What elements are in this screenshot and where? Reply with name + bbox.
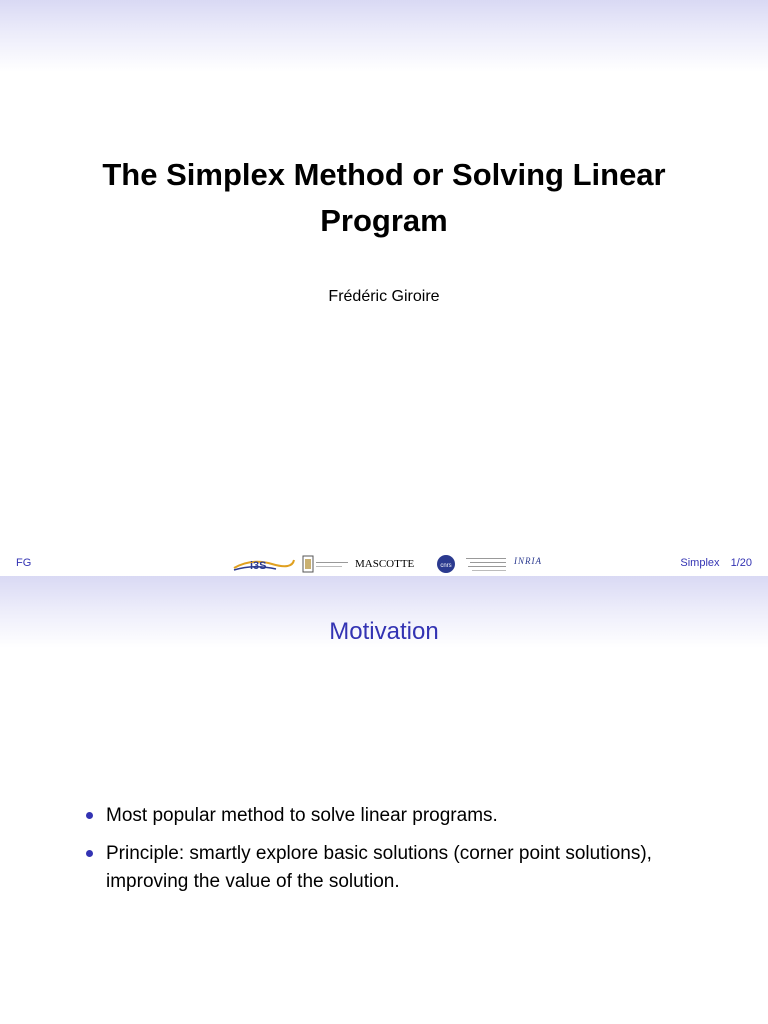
- page-number: 1/20: [730, 557, 752, 569]
- header-band: [0, 0, 768, 72]
- i3s-logo-text: i3S: [250, 560, 267, 572]
- presentation-title: The Simplex Method or Solving Linear Program: [102, 157, 666, 238]
- i3s-logo-icon: [232, 554, 296, 574]
- slide-footer: [0, 552, 768, 576]
- slide-motivation: [0, 576, 768, 1024]
- bullet-item: [84, 802, 724, 830]
- bullet-list: [84, 802, 724, 906]
- inria-seal-icon: [464, 554, 510, 574]
- bullet-text: Principle: smartly explore basic solutions (corner point solutions), improving the value of the solution.: [106, 843, 652, 892]
- bullet-text: Most popular method to solve linear programs.: [106, 805, 498, 826]
- author-name: Frédéric Giroire: [328, 288, 440, 305]
- cnrs-logo-text: cnrs: [440, 563, 452, 569]
- mascotte-logo: MASCOTTE: [355, 558, 415, 570]
- bullet-icon: [86, 850, 93, 857]
- cnrs-logo-icon: [436, 554, 456, 574]
- bullet-item: [84, 840, 724, 896]
- bullet-icon: [86, 812, 93, 819]
- university-logo-icon: [302, 554, 350, 574]
- footer-short-title: Simplex: [680, 557, 720, 569]
- frame-title: Motivation: [329, 618, 439, 645]
- footer-author-initials: FG: [16, 557, 32, 569]
- footer-right: [680, 557, 752, 569]
- inria-logo: INRIA: [514, 556, 542, 566]
- logo-strip: [232, 552, 562, 576]
